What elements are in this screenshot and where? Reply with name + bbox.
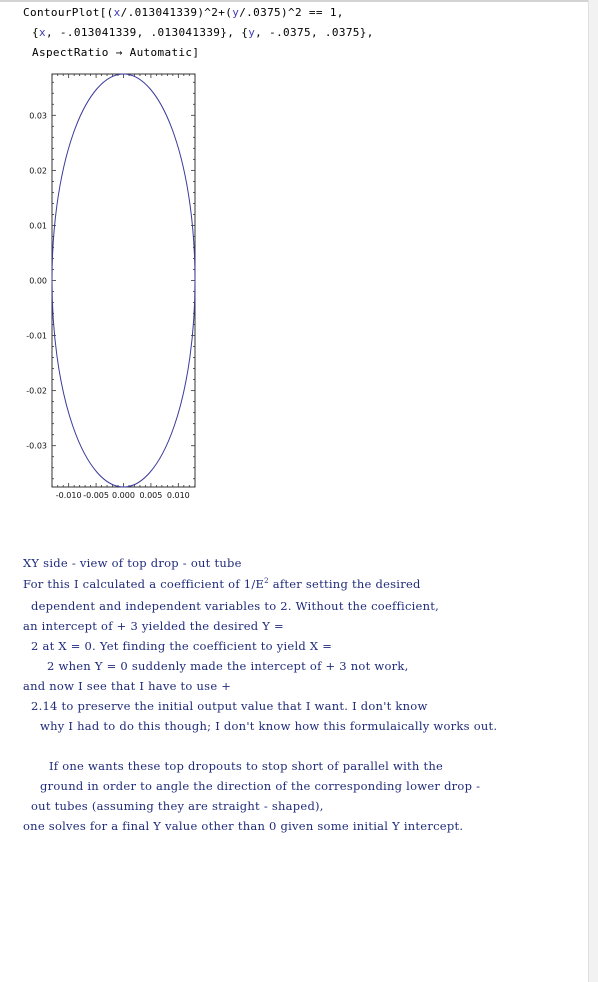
text-line: one solves for a final Y value other than 0 given some initial Y intercept. <box>23 819 464 833</box>
text-line: 2 at X = 0. Yet finding the coefficient to yield X = <box>31 639 333 653</box>
y-tick-label: -0.03 <box>26 441 47 451</box>
text-line: and now I see that I have to use + <box>23 679 232 693</box>
code-fragment: { <box>32 26 39 39</box>
text-line: 2.14 to preserve the initial output value that I want. I don't know <box>31 699 428 713</box>
code-fragment: , -.013041339, .013041339}, { <box>45 26 249 39</box>
text-fragment: after setting the desired <box>268 577 421 591</box>
x-tick-label: -0.005 <box>83 491 109 500</box>
text-line: an intercept of + 3 yielded the desired Y = <box>23 619 284 633</box>
code-fragment: ContourPlot[( <box>23 6 114 19</box>
superscript: 2 <box>264 577 269 586</box>
x-tick-label: 0.000 <box>112 491 135 500</box>
input-line-3[interactable]: AspectRatio → Automatic] <box>32 46 200 59</box>
cell-bracket-scrollbar[interactable] <box>588 0 598 982</box>
cell-top-border <box>0 0 598 2</box>
code-variable-x: x <box>38 26 46 39</box>
text-line <box>23 577 421 591</box>
plot-frame <box>52 74 195 487</box>
y-tick-label: -0.01 <box>26 331 47 341</box>
text-line: If one wants these top dropouts to stop short of parallel with the <box>49 759 444 773</box>
text-fragment: For this I calculated a coefficient of 1/E <box>23 577 265 591</box>
y-tick-label: -0.02 <box>26 386 47 396</box>
x-tick-label: -0.010 <box>55 491 82 500</box>
y-tick-label: 0.03 <box>29 111 47 121</box>
code-variable-y: y <box>232 6 240 19</box>
y-tick-label: 0.01 <box>29 221 47 231</box>
text-line: why I had to do this though; I don't know how this formulaically works out. <box>40 719 498 733</box>
text-line: ground in order to angle the direction of the corresponding lower drop - <box>40 779 481 793</box>
y-tick-label: 0.00 <box>29 276 47 286</box>
code-fragment: /.0375)^2 == 1, <box>239 6 344 19</box>
code-variable-x: x <box>113 6 121 19</box>
text-line: out tubes (assuming they are straight - shaped), <box>31 799 324 813</box>
contour-plot <box>0 62 220 512</box>
code-fragment: /.013041339)^2+( <box>120 6 233 19</box>
x-tick-label: 0.005 <box>139 491 163 500</box>
x-tick-label: 0.010 <box>166 491 190 500</box>
contour-ellipse <box>52 74 195 487</box>
code-variable-y: y <box>248 26 256 39</box>
code-fragment: , -.0375, .0375}, <box>255 26 374 39</box>
y-tick-label: 0.02 <box>29 166 47 176</box>
input-line-1[interactable] <box>23 6 344 19</box>
text-heading: XY side - view of top drop - out tube <box>23 556 242 570</box>
text-line: 2 when Y = 0 suddenly made the intercept of + 3 not work, <box>47 659 409 673</box>
input-line-2[interactable] <box>32 26 374 39</box>
text-line: dependent and independent variables to 2. Without the coefficient, <box>31 599 440 613</box>
